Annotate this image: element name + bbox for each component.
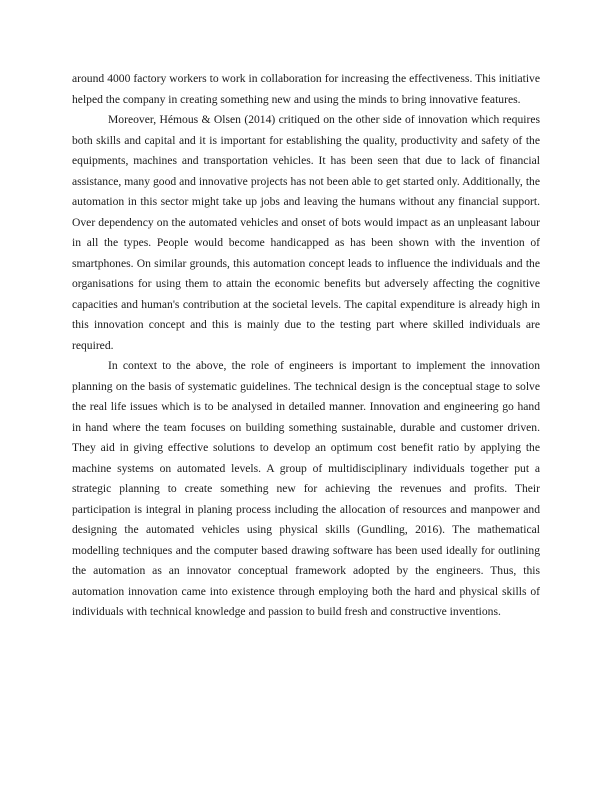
paragraph-hemous-olsen: Moreover, Hémous & Olsen (2014) critiqued on the other side of innovation which requires both skills and capital and it is important for establishing the quality, productivity and safety of the equipments, machines and transportation vehicles. It has been seen that due to lack of financial assistance, many good and innovative projects has not been able to get started only. Additionally, the automation in this sector might take up jobs and leaving the humans without any financial support. Over dependency on the automated vehicles and onset of bots would impact as an unpleasant labour in all the types. People would become handicapped as has been shown with the invention of smartphones. On similar grounds, this automation concept leads to influence the individuals and the organisations for using them to attain the economic benefits but adversely affecting the cognitive capacities and human's contribution at the societal levels. The capital expenditure is already high in this innovation concept and this is mainly due to the testing part where skilled individuals are required. xyxy=(72,113,540,352)
document-body xyxy=(72,69,540,623)
paragraph-engineers-role: In context to the above, the role of engineers is important to implement the innovation planning on the basis of systematic guidelines. The technical design is the conceptual stage to solve the real life issues which is to be analysed in detailed manner. Innovation and engineering go hand in hand where the team focuses on building something sustainable, durable and customer driven. They aid in giving effective solutions to develop an optimum cost benefit ratio by applying the machine systems on automated levels. A group of multidisciplinary individuals together put a strategic planning to create something new for achieving the revenues and profits. Their participation is integral in planing process including the allocation of resources and manpower and designing the automated vehicles using physical skills (Gundling, 2016). The mathematical modelling techniques and the computer based drawing software has been used ideally for outlining the automation as an innovator conceptual framework adopted by the engineers. Thus, this automation innovation came into existence through employing both the hard and physical skills of individuals with technical knowledge and passion to build fresh and constructive inventions. xyxy=(72,359,540,618)
paragraph-continuation: around 4000 factory workers to work in collaboration for increasing the effectiveness. This initiative helped the company in creating something new and using the minds to bring innovative features. xyxy=(72,72,540,106)
